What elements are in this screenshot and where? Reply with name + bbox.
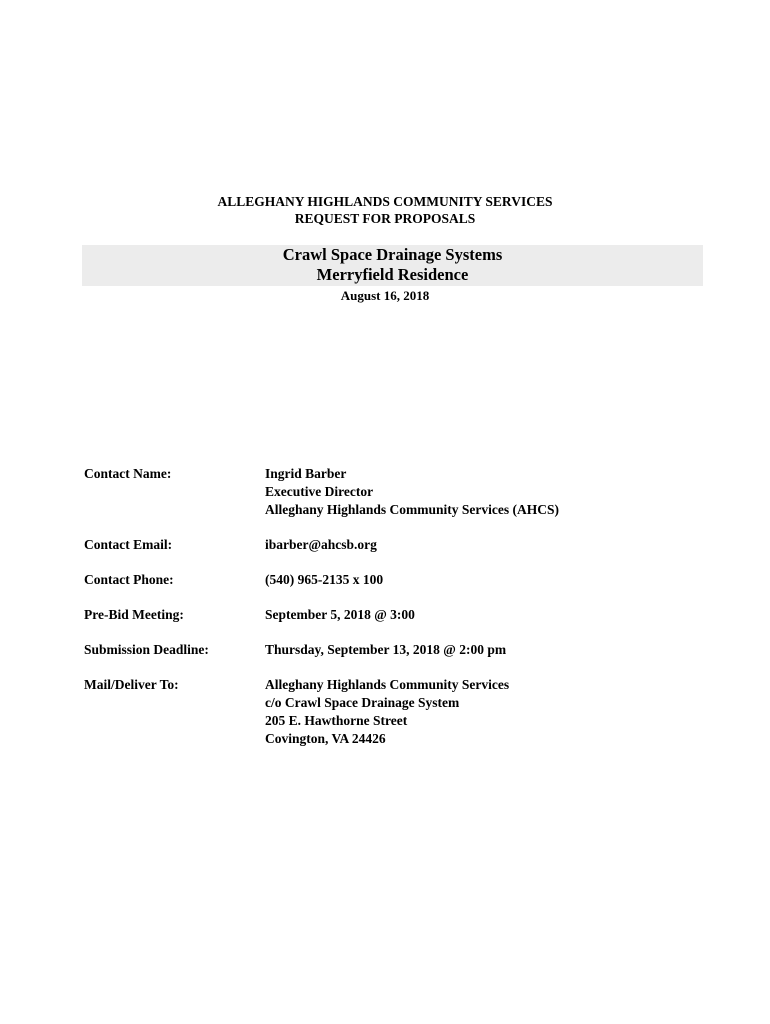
- contact-email-row: [84, 536, 724, 554]
- pre-bid-value: September 5, 2018 @ 3:00: [265, 607, 415, 622]
- contact-name-label: Contact Name:: [84, 466, 172, 481]
- contact-phone-label: Contact Phone:: [84, 572, 174, 587]
- contact-organization: Alleghany Highlands Community Services (AHCS): [265, 502, 560, 517]
- mail-to-row: [84, 676, 724, 748]
- pre-bid-row: [84, 606, 724, 624]
- contact-name-row: [84, 465, 724, 519]
- address-line-1: Alleghany Highlands Community Services: [265, 677, 510, 692]
- project-subtitle: Merryfield Residence: [316, 265, 469, 284]
- address-line-3: 205 E. Hawthorne Street: [265, 713, 408, 728]
- deadline-value: Thursday, September 13, 2018 @ 2:00 pm: [265, 642, 507, 657]
- contact-title: Executive Director: [265, 484, 374, 499]
- document-type: REQUEST FOR PROPOSALS: [294, 211, 476, 226]
- mail-to-address: [265, 676, 724, 748]
- deadline-label: Submission Deadline:: [84, 642, 209, 657]
- contact-email-value: ibarber@ahcsb.org: [265, 537, 377, 552]
- address-line-2: c/o Crawl Space Drainage System: [265, 695, 460, 710]
- title-band: [82, 245, 703, 286]
- contact-details: [84, 465, 724, 765]
- contact-phone-row: [84, 571, 724, 589]
- address-line-4: Covington, VA 24426: [265, 731, 386, 746]
- project-title: Crawl Space Drainage Systems: [282, 245, 503, 264]
- deadline-row: [84, 641, 724, 659]
- contact-name: Ingrid Barber: [265, 466, 347, 481]
- document-date: August 16, 2018: [340, 288, 430, 303]
- contact-name-value: [265, 465, 724, 519]
- organization-name: ALLEGHANY HIGHLANDS COMMUNITY SERVICES: [217, 194, 553, 209]
- mail-to-label: Mail/Deliver To:: [84, 677, 179, 692]
- contact-phone-value: (540) 965-2135 x 100: [265, 572, 384, 587]
- document-header: [0, 193, 770, 227]
- contact-email-label: Contact Email:: [84, 537, 173, 552]
- pre-bid-label: Pre-Bid Meeting:: [84, 607, 184, 622]
